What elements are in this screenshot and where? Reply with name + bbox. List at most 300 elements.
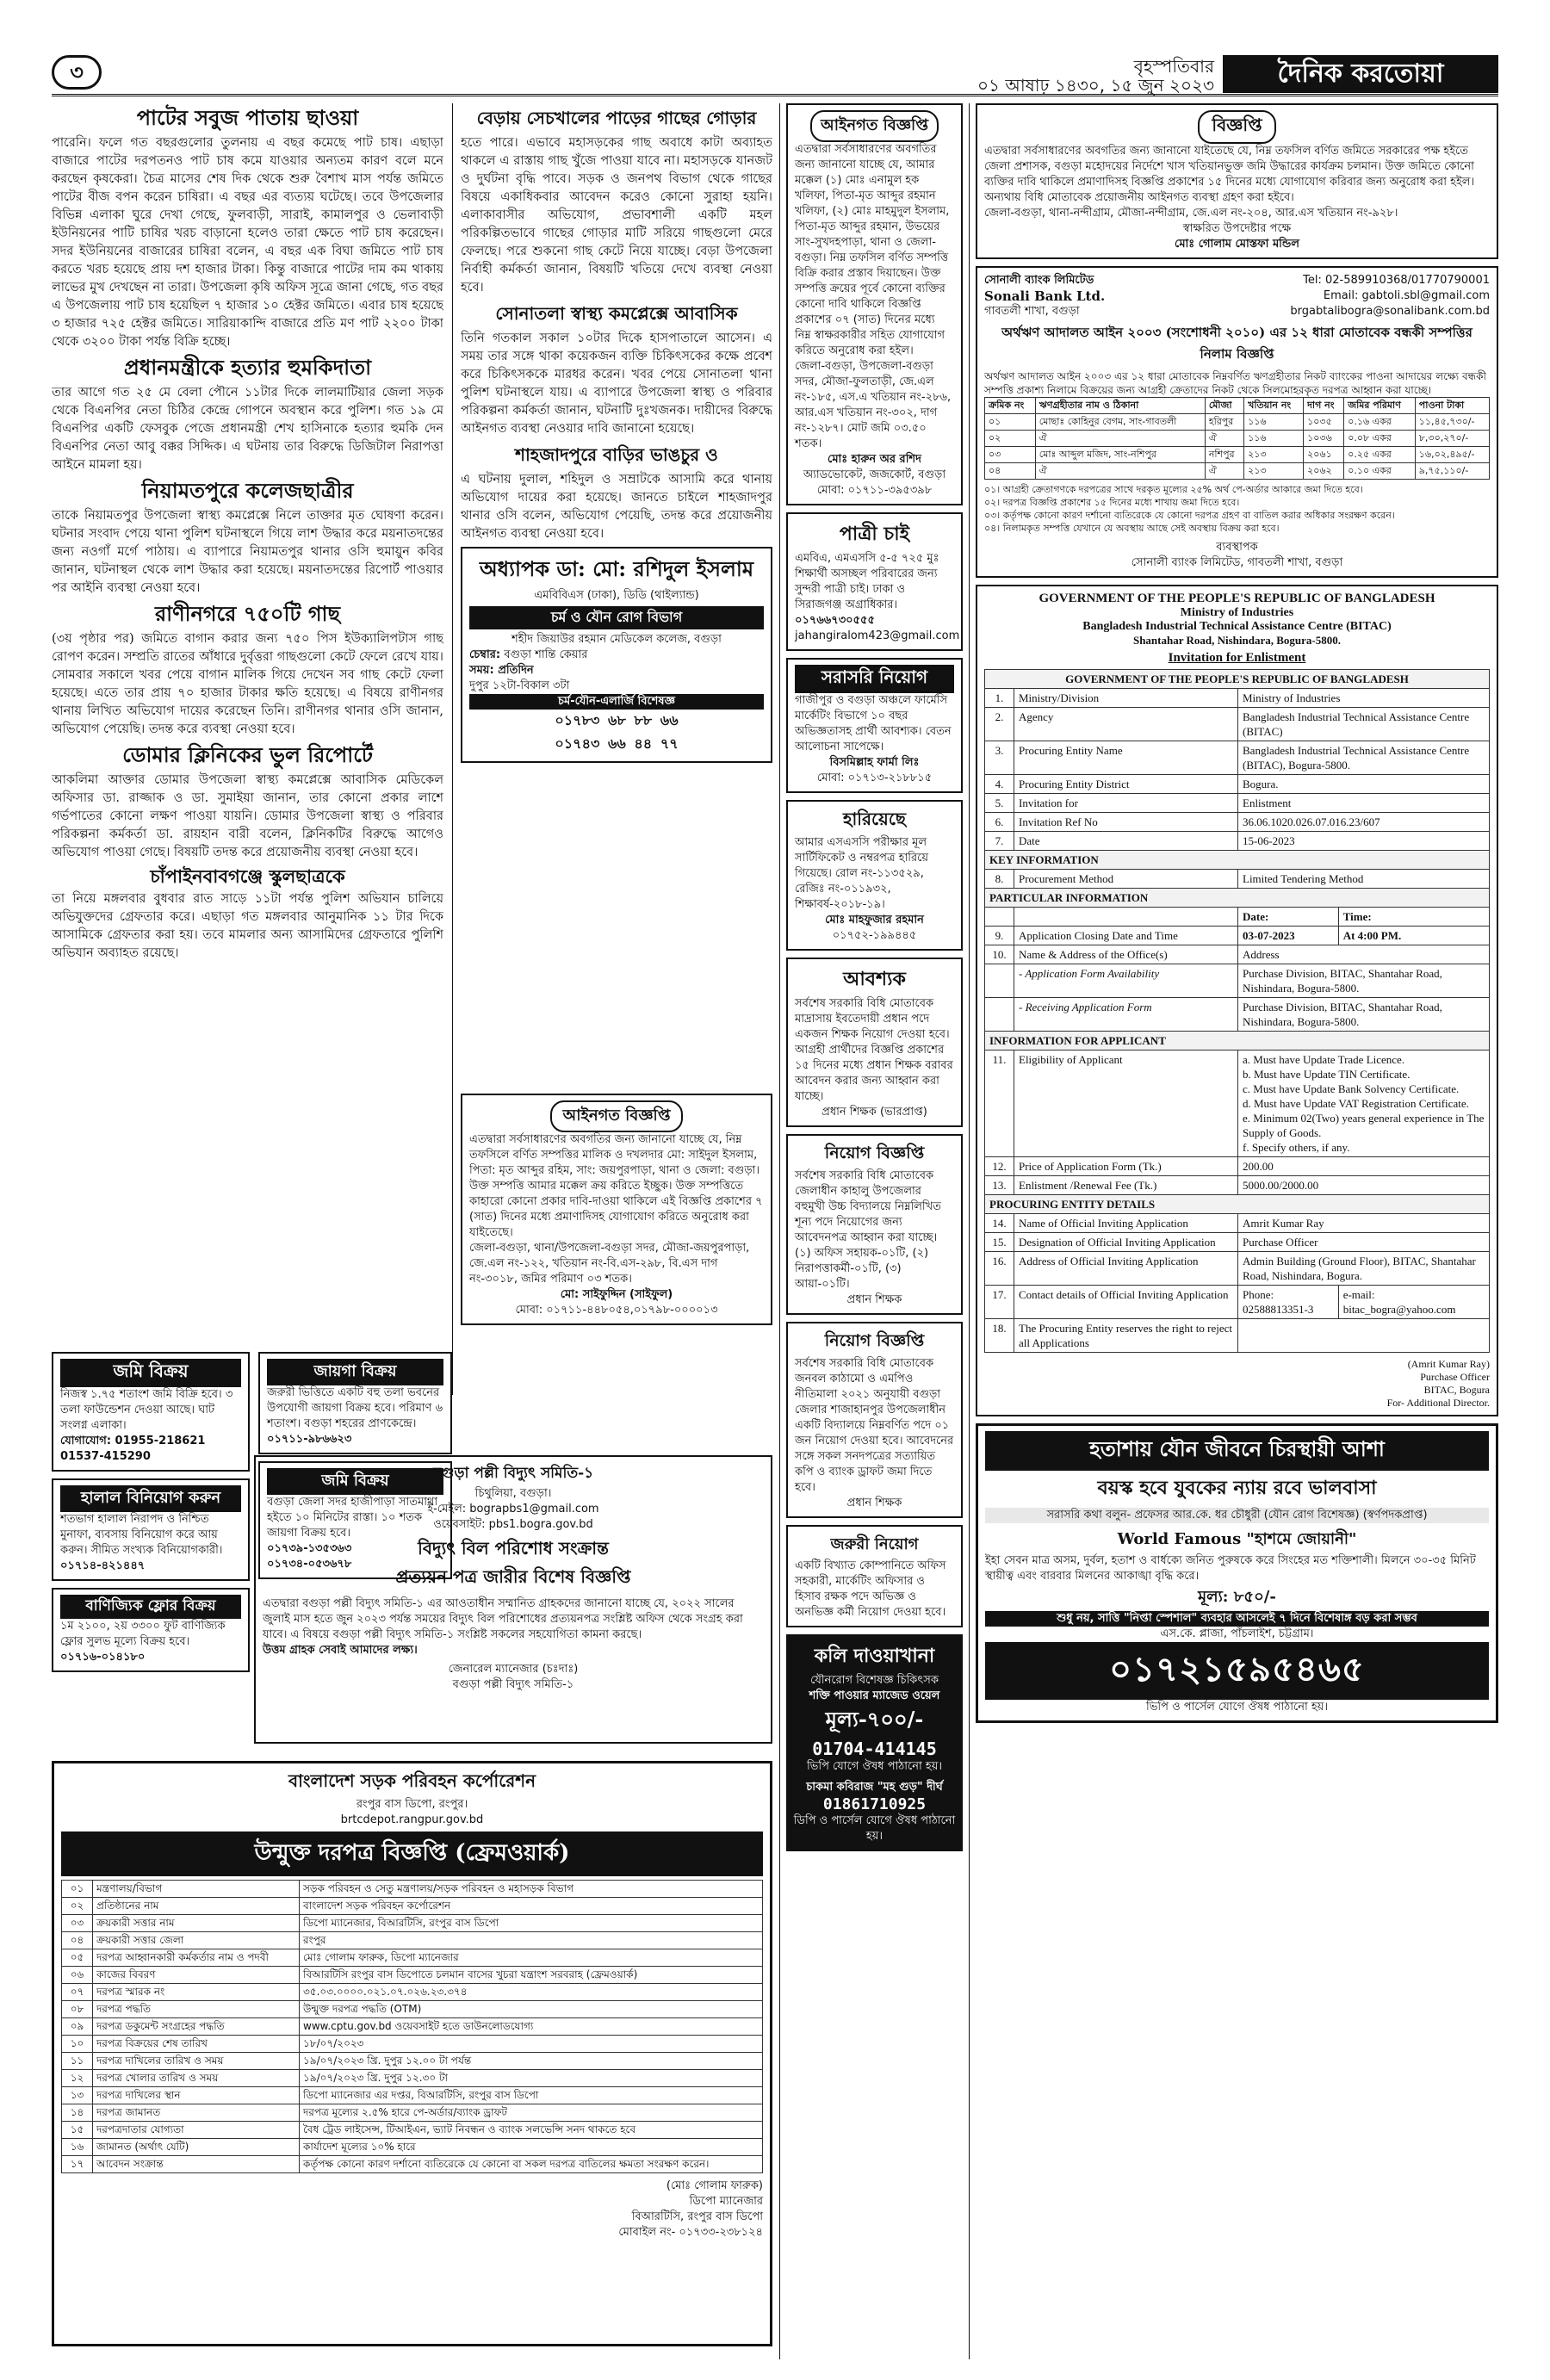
bitac-org: Bangladesh Industrial Technical Assistance Centre (BITAC) (1082, 620, 1392, 633)
left-classifieds (52, 1352, 250, 1757)
bank-table-header-cell: ঋণগ্রহীতার নাম ও ঠিকানা (1035, 398, 1205, 414)
bitac-sl: 9. (985, 927, 1014, 945)
bank-table-cell: ০.১৬ একর (1344, 414, 1416, 431)
bank-email-2[interactable]: brgabtalibogra@sonalibank.com.bd (1290, 305, 1490, 318)
pbs-subtitle: প্রত্যয়ন পত্র জারীর বিশেষ বিজ্ঞপ্তি (395, 1566, 631, 1587)
column-classifieds (786, 103, 963, 2359)
brtc-web[interactable]: brtcdepot.rangpur.gov.bd (340, 1813, 484, 1826)
brtc-value: কার্যাদেশ মূল্যের ১০% হারে (300, 2139, 763, 2156)
brtc-label: দরপত্র দাখিলের তারিখ ও সময় (93, 2053, 300, 2070)
bitac-value: 36.06.1020.026.07.016.23/607 (1238, 813, 1490, 832)
bitac-sl: 13. (985, 1176, 1014, 1195)
land-left-phone[interactable]: ০১৭১১-৯৮৬৬২৩ (267, 1433, 352, 1446)
brtc-value: ১৯/০৭/২০২৩ খ্রি. দুপুর ১২.০০ টা পর্যন্ত (300, 2053, 763, 2070)
bitac-sl: 17. (985, 1286, 1014, 1319)
legal-notice-schedule: জেলা-বগুড়া, উপজেলা-বগুড়া সদর, মৌজা-ফুলতাড়ী, জে.এল নং-১৮৫, এস.এ খতিয়ান নং-২৮৬, আর.এস খতিয়ান নং-৩০২, দাগ নং-১২৮৭। মোট জমি ০৩.৫০ শতক। (795, 360, 952, 450)
bank-table-cell: ৯,৭৫,১১০/- (1415, 463, 1489, 480)
bitac-sl: 4. (985, 775, 1014, 794)
shop-sale-ad (52, 1588, 250, 1672)
bank-table-cell: ১১৬ (1244, 414, 1304, 431)
legal-notice-ad (786, 103, 963, 505)
brtc-sl: ১১ (62, 2053, 93, 2070)
lost-person: মোঃ মাহফুজার রহমান (825, 914, 924, 927)
lost-phone[interactable]: ০১৭৫২-১৯৯৪৪৫ (832, 929, 917, 942)
job-notice-1-body: সর্বশেষ সরকারি বিধি মোতাবেক জেলাধীন কাহালু উপজেলার বহুমুখী উচ্চ বিদ্যালয়ে নিম্নলিখিত শূন্য পদে নিয়োগের জন্য আবেদনপত্র আহ্বান করা যাচ্ছে। (১) অফিস সহায়ক-০১টি, (২) নিরাপত্তাকর্মী-০১টি, (৩) আয়া-০১টি। (795, 1169, 941, 1291)
bitac-value (1238, 1319, 1490, 1353)
pbs-web[interactable]: ওয়েবসাইট: pbs1.bogra.gov.bd (433, 1518, 593, 1531)
bitac-time-label: Time: (1338, 908, 1489, 927)
dawakhana-ad-head: শক্তি পাওয়ার ম্যাজেড ওয়েল (809, 1689, 940, 1702)
bitac-table-row (985, 1157, 1490, 1176)
legal-notice-2-phone[interactable]: মোবা: ০১৭১১-৪৪৮০৫৪,০১৭৯৮-০০০০১৩ (515, 1304, 718, 1317)
notice-ad (976, 103, 1498, 259)
bitac-label: Application Closing Date and Time (1014, 927, 1238, 945)
brtc-sl: ১৭ (62, 2156, 93, 2173)
bride-phone[interactable]: ০১৭৬৬৭৩০৫৫৫ (795, 614, 875, 627)
bitac-value: Enlistment (1238, 794, 1490, 813)
bank-condition-item: ০৪। নিলামকৃত সম্পত্তি যেখানে যে অবস্থায় আছে সেই অবস্থায় বিক্রয় করা হবে। (984, 523, 1280, 534)
big-ad-guarantee: শুধু নয়, সাত্তি "নিপ্তা স্পেশাল" ব্যবহার আসলেই ৭ দিনে বিশেষাঙ্গ বড় করা সম্ভব (985, 1611, 1489, 1627)
bank-table-cell: ০১ (985, 414, 1036, 431)
big-ad-line-1: হতাশায় যৌন জীবনে চিরস্থায়ী আশা (985, 1431, 1489, 1471)
bride-email[interactable]: jahangiralom423@gmail.com (795, 629, 960, 642)
pbs-signatory: জেনারেল ম্যানেজার (চঃদাঃ) (448, 1663, 579, 1676)
direct-job-body: গাজীপুর ও বগুড়া অঞ্চলে ফার্মেসি মার্কেটিং বিভাগে ১০ বছর অভিজ্ঞতাসহ প্রার্থী আবশ্যক। বেতন আলোচনা সাপেক্ষে। (795, 694, 952, 753)
bitac-closing-header (985, 908, 1490, 927)
direct-job-company: বিসমিল্লাহ ফার্মা লিঃ (829, 756, 920, 769)
time-label: সময়: প্রতিদিন (469, 664, 534, 677)
column-news-left (52, 103, 443, 1447)
doctor-service: চর্ম-যৌন-এলার্জি বিশেষজ্ঞ (469, 694, 764, 710)
bitac-label: Address of Official Inviting Application (1014, 1252, 1238, 1286)
bitac-section: INFORMATION FOR APPLICANT (985, 1032, 1490, 1051)
bitac-date-label: Date: (1238, 908, 1339, 927)
column-rule (969, 103, 970, 2359)
brtc-table-row (62, 1881, 763, 1898)
brtc-table-row (62, 2122, 763, 2139)
bank-table-cell: মোঃ আব্দুল মজিদ, সাং-নশিপুর (1035, 447, 1205, 463)
bitac-sig-name: (Amrit Kumar Ray) (1407, 1358, 1490, 1370)
bank-table-cell: ৮,৩০,২৭০/- (1415, 431, 1489, 447)
brtc-table-row (62, 2070, 763, 2087)
bitac-value: e-mail: bitac_bogra@yahoo.com (1338, 1286, 1489, 1319)
urgent-job-body: একটি বিখ্যাত কোম্পানিতে অফিস সহকারী, মার্কেটিং অফিসার ও হিসাব রক্ষক পদে অভিজ্ঞ ও অনভিজ্ঞ কর্মী নিয়োগ দেওয়া হবে। (795, 1559, 946, 1619)
bank-branch: গাবতলী শাখা, বগুড়া (984, 305, 1080, 318)
pbs-email[interactable]: ই-মেইল: bograpbs1@gmail.com (427, 1503, 599, 1515)
bank-table-cell: ০.১০ একর (1344, 463, 1416, 480)
bank-condition-item: ০১। আগ্রহী ক্রেতাগণকে দরপত্রের সাথে দরকৃত মূল্যের ২৫% অর্থ পে-অর্ডার আকারে জমা দিতে হবে। (984, 484, 1363, 495)
dawakhana-subtitle: যৌনরোগ বিশেষজ্ঞ চিকিৎসক (810, 1674, 939, 1687)
page-number: ৩ (52, 55, 102, 90)
bank-table-cell: ০৪ (985, 463, 1036, 480)
brtc-sl: ১৪ (62, 2104, 93, 2122)
bitac-label: The Procuring Entity reserves the right to reject all Applications (1014, 1319, 1238, 1353)
brtc-label: দরপত্র আহ্বানকারী কর্মকর্তার নাম ও পদবী (93, 1949, 300, 1967)
bitac-label: Invitation Ref No (1014, 813, 1238, 832)
brtc-table (61, 1880, 763, 2173)
bank-table-cell: ঐ (1205, 463, 1243, 480)
bitac-sl: 18. (985, 1319, 1014, 1353)
wanted-title: আবশ্যক (843, 968, 906, 990)
bitac-eligibility-item: b. Must have Update TIN Certificate. (1243, 1068, 1410, 1081)
column-rule (452, 103, 453, 1395)
bank-table-cell: ১০৩৫ (1304, 414, 1344, 431)
bank-table-row (985, 447, 1490, 463)
bitac-sl: 11. (985, 1051, 1014, 1157)
bitac-table-row (985, 708, 1490, 741)
bitac-label: - Receiving Application Form (1014, 998, 1238, 1032)
bitac-table-row (985, 945, 1490, 964)
halal-title: হালাল বিনিয়োগ করুন (60, 1485, 241, 1512)
chamber-label: চেম্বার: (469, 648, 501, 661)
bank-table-cell: ০.২৫ একর (1344, 447, 1416, 463)
brtc-sl: ০২ (62, 1898, 93, 1915)
dawakhana-ad (786, 1634, 963, 1851)
bitac-table-row (985, 1176, 1490, 1195)
brtc-table-row (62, 1898, 763, 1915)
headline-shahzadpur: শাহজাদপুরে বাড়ির ভাঙচুর ও (515, 444, 718, 465)
shop-body: ১ম ২১০০, ২য় ৩৩০০ ফুট বাণিজ্যিক ফ্লোর সুলভ মূল্যে বিক্রয় হবে। (60, 1620, 226, 1648)
bank-table-row (985, 463, 1490, 480)
pbs-box (254, 1455, 772, 1744)
bitac-sig-role-2: BITAC, Bogura (1423, 1384, 1490, 1396)
headline-trees: রাণীনগরে ৭৫০টি গাছ (154, 601, 341, 626)
land-right-body: বগুড়া জেলা সদর হাজীপাড়া সাতমাথা হইতে ১০ মিনিটের রাস্তা। ১০ শতক জায়গা বিক্রয় হবে। (267, 1496, 438, 1540)
bitac-section-row (985, 1032, 1490, 1051)
bitac-table-row (985, 775, 1490, 794)
brtc-role: ডিপো ম্যানেজার (689, 2195, 763, 2208)
bitac-label: Contact details of Official Inviting Application (1014, 1286, 1238, 1319)
brtc-label: দরপত্র খোলার তারিখ ও সময় (93, 2070, 300, 2087)
bitac-table-row (985, 870, 1490, 889)
bitac-sl: 6. (985, 813, 1014, 832)
bank-table-cell: ঐ (1035, 431, 1205, 447)
brtc-sl: ১৬ (62, 2139, 93, 2156)
lost-body: আমার এসএসসি পরীক্ষার মূল সার্টিফিকেট ও নম্বরপত্র হারিয়ে গিয়েছে। রোল নং-১১৩৫২৯, রেজিঃ নং-০১১৯৩২, শিক্ষাবর্ষ-২০১৮-১৯। (795, 836, 929, 911)
brtc-value: ১৮/০৭/২০২৩ (300, 2036, 763, 2053)
brtc-table-row (62, 1915, 763, 1932)
pbs-org: বগুড়া পল্লী বিদ্যুৎ সমিতি-১ (432, 1465, 594, 1482)
brtc-table-row (62, 1967, 763, 1984)
bitac-eligibility-list (1238, 1051, 1490, 1157)
big-health-ad (976, 1423, 1498, 1723)
brtc-phone[interactable]: মোবাইল নং- ০১৭৩৩-২৩৮১২৪ (618, 2226, 763, 2239)
bank-table-cell: মোছাঃ কোহিনুর বেগম, সাং-গাবতলী (1035, 414, 1205, 431)
bitac-value: Limited Tendering Method (1238, 870, 1490, 889)
bitac-sl (985, 998, 1014, 1032)
headline-betel: বেড়ায় সেচখালের পাড়ের গাছের গোড়ার (476, 108, 757, 128)
bitac-sl: 5. (985, 794, 1014, 813)
brtc-value: www.cptu.gov.bd ওয়েবসাইট হতে ডাউনলোডযোগ্য (300, 2018, 763, 2036)
doctor-time: দুপুর ১২টা-বিকাল ৩টা (469, 679, 570, 692)
bank-table-cell: ০.০৮ একর (1344, 431, 1416, 447)
job-notice-1 (786, 1134, 963, 1315)
big-ad-phone[interactable]: ০১৭২১৫৯৫৪৬৫ (985, 1642, 1489, 1700)
land-right-phone-1[interactable]: ০১৭৩৯-১৩৫৩৬৩ (267, 1542, 352, 1555)
bitac-gov: GOVERNMENT OF THE PEOPLE'S REPUBLIC OF BANGLADESH (1038, 592, 1435, 605)
lost-ad (786, 800, 963, 951)
bitac-closing-time: At 4:00 PM. (1338, 927, 1489, 945)
brtc-label: দরপত্র ডকুমেন্ট সংগ্রহের পদ্ধতি (93, 2018, 300, 2036)
bank-table-cell: ০২ (985, 431, 1036, 447)
brtc-label: দরপত্র স্মারক নং (93, 1984, 300, 2001)
bank-table-header-cell: দাগ নং (1304, 398, 1344, 414)
dawakhana-second-note: ডিপি ও পার্সেল যোগে ঔষধ পাঠানো হয়। (793, 1814, 956, 1843)
land-sale-title: জমি বিক্রয় (60, 1359, 241, 1387)
bank-table-cell: হরিপুর (1205, 414, 1243, 431)
brtc-label: কাজের বিবরণ (93, 1967, 300, 1984)
bitac-sl (985, 908, 1014, 927)
bitac-value: Purchase Officer (1238, 1233, 1490, 1252)
dawakhana-note: ভিপি যোগে ঔষধ পাঠানো হয়। (806, 1760, 943, 1773)
notice-body: এতদ্বারা সর্বসাধারণের অবগতির জন্য জানানো যাইতেছে যে, নিম্ন তফসিল বর্ণিত জমিতে সরকারের পক্ষ হইতে জেলা প্রশাসক, বগুড়া মহোদয়ের নির্দেশে খাস খতিয়ানভুক্ত জমি উদ্ধারের কার্যক্রম চলমান। উক্ত জমিতে কোনো ব্যক্তির দাবি থাকিলে প্রমাণাদিসহ বিজ্ঞপ্তি প্রকাশের ১৫ দিনের মধ্যে যোগাযোগ করিবার জন্য অনুরোধ করা হইল। অন্যথায় বিধি মোতাবেক প্রয়োজনীয় আইনগত ব্যবস্থা গ্রহণ করা হইবে। (984, 145, 1475, 204)
brtc-label: দরপত্র পদ্ধতি (93, 2001, 300, 2018)
legal-notice-2-ad (461, 1094, 772, 1395)
bitac-label: Ministry/Division (1014, 689, 1238, 708)
bitac-sl: 8. (985, 870, 1014, 889)
doctor-name: অধ্যাপক ডা: মো: রশিদুল ইসলাম (479, 556, 754, 581)
bank-conditions (984, 483, 1490, 535)
brtc-title: উন্মুক্ত দরপত্র বিজ্ঞপ্তি (ফ্রেমওয়ার্ক) (61, 1831, 763, 1876)
article-clinic: আকলিমা আক্তার ডোমার উপজেলা স্বাস্থ্য কমপ্লেক্সে আবাসিক মেডিকেল অফিসার ডা. রাজ্জাক ও ডা. সুমাইয়া জানান, তার কোনো প্রকার লাশে গর্ভপাতের কোনো লক্ষণ পাওয়া যায়নি। ডোমার উপজেলা স্বাস্থ্য ও পরিবার পরিকল্পনা কর্মকর্তা ডা. রায়হান বারী বলেন, ক্লিনিকটির বিরুদ্ধে আগেও অভিযোগ পাওয়া গেছে। বিষয়টি তদন্ত করে প্রয়োজনীয় ব্যবস্থা নেওয়া হবে। (52, 773, 443, 859)
bank-tel[interactable]: Tel: 02-589910368/01770790001 (1303, 274, 1490, 287)
brtc-value: ডিপো ম্যানেজার, বিআরটিসি, রংপুর বাস ডিপো (300, 1915, 763, 1932)
bank-table-header-cell: জমির পরিমাণ (1344, 398, 1416, 414)
article-trees: (৩য় পৃষ্ঠার পর) জমিতে বাগান করার জন্য ৭৫০ পিস ইউক্যালিপটাস গাছ রোপণ করেন। সম্প্রতি রাতের আঁধারে দুর্বৃত্তরা গাছগুলো কেটে ফেলে রেখে যায়। সোমবার সকালে খবর পেয়ে বাগান মালিক গিয়ে দেখেন সব গাছ কেটে ফেলা হয়েছে। এতে তার প্রায় ৭০ হাজার টাকার ক্ষতি হয়েছে। এ বিষয়ে রাণীনগর থানায় লিখিত অভিযোগ দায়ের করেছেন তিনি। রাণীনগর থানার ওসি জানান, অভিযোগ পেয়েছি। তদন্ত করে ব্যবস্থা নেওয়া হবে। (52, 632, 443, 736)
job-notice-2-signatory: প্রধান শিক্ষক (846, 1497, 902, 1509)
brtc-label: মন্ত্রণালয়/বিভাগ (93, 1881, 300, 1898)
brtc-value: বিআরটিসি রংপুর বাস ডিপোতে চলমান বাসের খুচরা যন্ত্রাংশ সরবরাহ (ফ্রেমওয়ার্ক) (300, 1967, 763, 1984)
big-ad-price: মূল্য: ৮৫০/- (1198, 1588, 1276, 1606)
bank-contact (1290, 273, 1490, 319)
bank-intro: অর্থঋণ আদালত আইন ২০০৩ এর ১২ ধারা মোতাবেক নিম্নবর্ণিত ঋণগ্রহীতার নিকট ব্যাংকের পাওনা আদায়ের লক্ষ্যে বন্ধকী সম্পত্তি প্রকাশ্য নিলামে বিক্রয়ের জন্য আগ্রহী ক্রেতাদের নিকট থেকে সিলমোহরকৃত দরপত্র আহ্বান করা যাচ্ছে। (984, 370, 1486, 396)
bride-ad (786, 512, 963, 651)
dawakhana-price: মূল্য-৭০০/- (825, 1707, 924, 1732)
bank-table-cell: ২০৬১ (1304, 447, 1344, 463)
brtc-value: রংপুর (300, 1932, 763, 1949)
bitac-address: Shantahar Road, Nishindara, Bogura-5800. (1132, 634, 1342, 647)
bitac-label: Date (1014, 832, 1238, 851)
brtc-table-row (62, 2018, 763, 2036)
brtc-table-row (62, 2104, 763, 2122)
lost-title: হারিয়েছে (842, 809, 906, 829)
bitac-value: Admin Building (Ground Floor), BITAC, Shantahar Road, Nishindara, Bogura. (1238, 1252, 1490, 1286)
halal-phone[interactable]: ০১৭১৪-৪২১৪৪৭ (60, 1559, 146, 1572)
headline-hospital: সোনাতলা স্বাস্থ্য কমপ্লেক্সে আবাসিক (495, 303, 738, 324)
notice-title: বিজ্ঞপ্তি (1198, 110, 1275, 144)
brtc-sl: ০৮ (62, 2001, 93, 2018)
brtc-table-row (62, 1932, 763, 1949)
brtc-value: দরপত্র মূল্যের ২.৫% হারে পে-অর্ডার/ব্যাংক ড্রাফট (300, 2104, 763, 2122)
bitac-detail-row (985, 1319, 1490, 1353)
bitac-sl: 14. (985, 1214, 1014, 1233)
bank-condition-item: ০২। দরপত্র বিজ্ঞপ্তি প্রকাশের ১৫ দিনের মধ্যে শাখায় জমা দিতে হবে। (984, 497, 1240, 508)
bitac-sl: 1. (985, 689, 1014, 708)
doctor-dept: চর্ম ও যৌন রোগ বিভাগ (469, 606, 764, 629)
bitac-signature (984, 1358, 1490, 1410)
brtc-value: মোঃ গোলাম ফারুক, ডিপো ম্যানেজার (300, 1949, 763, 1967)
bitac-label: Name & Address of the Office(s) (1014, 945, 1238, 964)
brtc-table-row (62, 1984, 763, 2001)
land-sale-phone-2[interactable]: 01537-415290 (60, 1450, 151, 1463)
bitac-sl: 16. (985, 1252, 1014, 1286)
land-right-phone-2[interactable]: ০১৭৩৪-০৫৩৬৭৮ (267, 1558, 352, 1571)
bitac-section: PARTICULAR INFORMATION (985, 889, 1490, 908)
direct-job-phone[interactable]: মোবা: ০১৭১৩-২১৮৮১৫ (816, 772, 933, 784)
brtc-sl: ১০ (62, 2036, 93, 2053)
bank-auction-table (984, 397, 1490, 480)
bride-title: পাত্রী চাই (839, 523, 910, 545)
article-chapai: তা নিয়ে মঙ্গলবার বুধবার রাত সাড়ে ১১টা পর্যন্ত পুলিশ অভিযান চালিয়ে অভিযুক্তদের গ্রেফতার করে। এছাড়া গত মঙ্গলবার আনুমানিক ১১ টার দিকে আসামিকে গ্রেফতার করা হয়। তবে মামলার অন্য আসামিদের গ্রেফতারে পুলিশি অভিযান অব্যাহত রয়েছে। (52, 892, 443, 960)
brtc-sl: ১৩ (62, 2087, 93, 2104)
notice-role: স্বাক্ষরিত উপদেষ্টার পক্ষে (1182, 222, 1292, 235)
column-notices-right (976, 103, 1498, 2359)
bank-table-cell: নশিপুর (1205, 447, 1243, 463)
sonali-bank-ad (976, 266, 1498, 578)
doctor-ad (461, 547, 772, 763)
halal-invest-ad (52, 1478, 250, 1581)
brtc-label: দরপত্র বিক্রয়ের শেষ তারিখ (93, 2036, 300, 2053)
bitac-value: Amrit Kumar Ray (1238, 1214, 1490, 1233)
brtc-sl: ০১ (62, 1881, 93, 1898)
legal-notice-role: অ্যাডভোকেট, জজকোর্ট, বগুড়া (803, 468, 946, 481)
urgent-job-ad (786, 1525, 963, 1627)
bitac-table-row (985, 741, 1490, 775)
bitac-eligibility-item: d. Must have Update VAT Registration Certificate. (1243, 1097, 1469, 1110)
article-betel: হতে পারে। এভাবে মহাসড়কের গাছ অবাধে কাটা অব্যাহত থাকলে এ রাস্তায় গাছ খুঁজে পাওয়া যাবে না। মহাসড়কে যানজট ও দুর্ঘটনা বৃদ্ধি পাবে। সড়ক ও জনপথ বিভাগ থেকে গাছের বিষয়ে একাধিকবার আবেদন করেও কোনো সুরাহা হয়নি। এলাকাবাসীর অভিযোগ, প্রভাবশালী একটি মহল পরিকল্পিতভাবে গাছের গোড়ার মাটি সরিয়ে গাছগুলো মেরে ফেলছে। পরে শুকনো গাছ কেটে নিয়ে যাচ্ছে। বেড়া উপজেলা নির্বাহী কর্মকর্তা জানান, বিষয়টি খতিয়ে দেখে ব্যবস্থা নেওয়া হবে। (461, 136, 772, 294)
brtc-value: কর্তৃপক্ষ কোনো কারণ দর্শানো ব্যতিরেকে যে কোনো বা সকল দরপত্র বাতিলের ক্ষমতা সংরক্ষণ করেন। (300, 2156, 763, 2173)
article-pm-threat: তার আগে গত ২৫ মে বেলা পৌনে ১১টার দিকে লালমাটিয়ার জেলা সড়ক থেকে বিএনপির নেতা চিঠির কেন্দ্রে গোপনে অবস্থান করে পুলিশ। গত ১৯ মে বিএনপির একটি ফেসবুক পেজে প্রধানমন্ত্রী শেখ হাসিনাকে হত্যার হুমকি দেন বিএনপির নেতা আবু বক্কর সিদ্দিক। এ ঘটনায় তার বিরুদ্ধে ডিজিটাল নিরাপত্তা আইনে মামলা হয়। (52, 386, 443, 472)
brtc-label: আবেদন সংক্রান্ত (93, 2156, 300, 2173)
brtc-label: ক্রয়কারী সত্তার জেলা (93, 1932, 300, 1949)
article-hospital: তিনি গতকাল সকাল ১০টার দিকে হাসপাতালে আসেন। এ সময় তার সঙ্গে থাকা কয়েকজন ব্যক্তি চিকিৎসকের কক্ষে প্রবেশ করে চিকিৎসককে মারধর করেন। খবর পেয়ে সোনাতলা থানা পুলিশ ঘটনাস্থলে যায়। এ ব্যাপারে উপজেলা স্বাস্থ্য ও পরিবার পরিকল্পনা কর্মকর্তা জানান, ঘটনাটি দুঃখজনক। দায়ীদের বিরুদ্ধে আইনগত ব্যবস্থা নেওয়ার দাবি জানানো হয়েছে। (461, 332, 772, 436)
job-notice-2-title: নিয়োগ বিজ্ঞপ্তি (824, 1331, 925, 1350)
dawakhana-phone[interactable]: 01704-414145 (812, 1739, 937, 1759)
bitac-eligibility-item: f. Specify others, if any. (1243, 1141, 1350, 1154)
bank-table-cell: ০৩ (985, 447, 1036, 463)
bitac-sig-role-1: Purchase Officer (1420, 1371, 1490, 1383)
bank-email[interactable]: Email: gabtoli.sbl@gmail.com (1323, 289, 1490, 302)
bitac-detail-row (985, 1233, 1490, 1252)
brtc-label: প্রতিষ্ঠানের নাম (93, 1898, 300, 1915)
wanted-signatory: প্রধান শিক্ষক (ভারপ্রাপ্ত) (822, 1106, 927, 1119)
bitac-sl: 15. (985, 1233, 1014, 1252)
dawakhana-second-phone[interactable]: 01861710925 (822, 1795, 927, 1813)
dawakhana-second-head: চাকমা কবিরাজ "মহ গুড়" দীর্ঘ (806, 1781, 943, 1794)
article-shahzadpur: এ ঘটনায় দুলাল, শহিদুল ও সম্রাটকে আসামি করে থানায় অভিযোগ দায়ের করা হয়েছে। জানতে চাইলে শাহজাদপুর থানার ওসি বলেন, অভিযোগ পেয়েছি, তদন্ত করে প্রয়োজনীয় আইনগত ব্যবস্থা নেওয়া হবে। (461, 473, 772, 541)
legal-notice-2-title: আইনগত বিজ্ঞপ্তি (550, 1100, 682, 1132)
bitac-value: Purchase Division, BITAC, Shantahar Road, Nishindara, Bogura-5800. (1238, 998, 1490, 1032)
bitac-value: 200.00 (1238, 1157, 1490, 1176)
shop-phone[interactable]: ০১৭১৬-০১৪১৮০ (60, 1651, 146, 1664)
urgent-job-title: জরুরী নিয়োগ (830, 1535, 919, 1553)
bitac-closing-date: 03-07-2023 (1238, 927, 1339, 945)
date: ০১ আষাঢ় ১৪৩০, ১৫ জুন ২০২৩ (977, 75, 1214, 96)
wanted-body: সর্বশেষ সরকারি বিধি মোতাবেক মাদ্রাসায় ইবতেদায়ী প্রধান পদে একজন শিক্ষক নিয়োগ দেওয়া হবে। আগ্রহী প্রার্থীদের বিজ্ঞপ্তি প্রকাশের ১৫ দিনের মধ্যে প্রধান শিক্ষক বরাবর আবেদন করার জন্য আহ্বান করা যাচ্ছে। (795, 997, 953, 1103)
brtc-sl: ০৫ (62, 1949, 93, 1967)
bitac-label: Designation of Official Inviting Application (1014, 1233, 1238, 1252)
bitac-section-row (985, 851, 1490, 870)
headline-jute: পাটের সবুজ পাতায় ছাওয়া (136, 105, 359, 130)
bitac-office-row (985, 998, 1490, 1032)
pbs-signatory-2: বগুড়া পল্লী বিদ্যুৎ সমিতি-১ (452, 1678, 574, 1691)
bank-signatory-2: সোনালী ব্যাংক লিমিটেড, গাবতলী শাখা, বগুড়া (1131, 556, 1343, 569)
bank-table-header-cell: মৌজা (1205, 398, 1243, 414)
brtc-signature (61, 2179, 763, 2241)
wanted-ad (786, 958, 963, 1127)
bitac-sl: 10. (985, 945, 1014, 964)
bitac-value: Bangladesh Industrial Technical Assistance Centre (BITAC), Bogura-5800. (1238, 741, 1490, 775)
article-college-student: তাকে নিয়ামতপুর উপজেলা স্বাস্থ্য কমপ্লেক্সে নিলে তাক্তার মৃত ঘোষণা করেন। ঘটনার সংবাদ পেয়ে থানা পুলিশ ঘটনাস্থলে গিয়ে লাশ উদ্ধার করে ময়নাতদন্তের জন্য নওগাঁ মর্গে পাঠায়। এ ব্যাপারে নিয়ামতপুর থানার ওসি হুমায়ুন কবির জানান, ঘটনাস্থল থেকে লাশ উদ্ধার করা হয়েছে। ময়নাতদন্তের রিপোর্ট পাওয়ার পর আইনি ব্যবস্থা নেওয়া হবে। (52, 509, 443, 595)
bank-table-row (985, 414, 1490, 431)
job-notice-2 (786, 1322, 963, 1518)
brtc-table-row (62, 2139, 763, 2156)
brtc-sl: ০৪ (62, 1932, 93, 1949)
brtc-label: দরপত্রদাতার যোগ্যতা (93, 2122, 300, 2139)
brtc-table-row (62, 2087, 763, 2104)
brtc-sl: ০৭ (62, 1984, 93, 2001)
doctor-phone-2[interactable]: ০১৭৪৩ ৬৬ ৪৪ ৭৭ (555, 735, 679, 752)
bank-table-header-cell: পাওনা টাকা (1415, 398, 1489, 414)
notice-signatory: মোঃ গোলাম মোস্তফা মন্ডিল (1175, 238, 1299, 251)
legal-notice-2-box (461, 1094, 772, 1325)
bitac-label: Invitation for (1014, 794, 1238, 813)
brtc-value: ডিপো ম্যানেজার এর দপ্তর, বিআরটিসি, রংপুর বাস ডিপো (300, 2087, 763, 2104)
pbs-slogan: উত্তম গ্রাহক সেবাই আমাদের লক্ষ্য। (263, 1644, 418, 1657)
bank-table-row (985, 431, 1490, 447)
headline-college-student: নিয়ামতপুরে কলেজছাত্রীর (141, 478, 354, 503)
brtc-sl: ০৩ (62, 1915, 93, 1932)
direct-job-title: সরাসরি নিয়োগ (795, 665, 954, 693)
pbs-addr: চিথুলিয়া, বগুড়া। (474, 1487, 552, 1500)
bitac-section: PROCURING ENTITY DETAILS (985, 1195, 1490, 1214)
doctor-phone-1[interactable]: ০১৭৮৩ ৬৮ ৮৮ ৬৬ (555, 712, 679, 728)
brtc-label: ক্রয়কারী সত্তার নাম (93, 1915, 300, 1932)
bitac-detail-row (985, 1252, 1490, 1286)
bitac-eligibility-item: e. Minimum 02(Two) years general experience in The Supply of Goods. (1243, 1112, 1485, 1139)
legal-notice-phone[interactable]: মোবা: ০১৭১১-৩৯৫৩৯৮ (816, 484, 933, 497)
land-sale-phone-1[interactable]: যোগাযোগ: 01955-218621 (60, 1435, 206, 1447)
land-left-title: জায়গা বিক্রয় (267, 1359, 443, 1385)
bitac-title: Invitation for Enlistment (1168, 651, 1306, 665)
brtc-table-row (62, 2036, 763, 2053)
land-left-body: জরুরী ভিত্তিতে একটি বহু তলা ভবনের উপযোগী জায়গা বিক্রয় হবে। পরিমাণ ৬ শতাংশ। বগুড়া শহরের প্রাণকেন্দ্রে। (267, 1386, 443, 1430)
bank-table-header (985, 398, 1490, 414)
bitac-label: Agency (1014, 708, 1238, 741)
brtc-addr: রংপুর বাস ডিপো, রংপুর। (356, 1798, 468, 1811)
legal-notice-signatory: মোঃ হারুন অর রশিদ (828, 453, 921, 466)
bank-table-cell: ১৬,০২,৪৯৫/- (1415, 447, 1489, 463)
brtc-sl: ০৬ (62, 1967, 93, 1984)
pbs-title: বিদ্যুৎ বিল পরিশোধ সংক্রান্ত (418, 1538, 609, 1559)
land-sale-ad (52, 1352, 250, 1472)
bank-name-block (984, 273, 1105, 319)
bitac-label: Enlistment /Renewal Fee (Tk.) (1014, 1176, 1238, 1195)
column-rule (779, 103, 780, 2359)
bitac-table-title-cell: GOVERNMENT OF THE PEOPLE'S REPUBLIC OF BANGLADESH (985, 670, 1490, 689)
job-notice-2-body: সর্বশেষ সরকারি বিধি মোতাবেক জনবল কাঠামো ও এমপিও নীতিমালা ২০২১ অনুযায়ী বগুড়া জেলার শাজাহানপুর উপজেলাধীন একটি বিদ্যালয়ে নিম্নবর্ণিত পদে ০১ জন নিয়োগ দেওয়া হবে। আবেদনের সঙ্গে সকল সনদপত্রের সত্যায়িত কপি ও ব্যাংক ড্রাফট জমা দিতে হবে। (795, 1357, 954, 1494)
bank-table-cell: ২১৩ (1244, 447, 1304, 463)
land-sale-body: নিজস্ব ১.৭৫ শতাংশ জমি বিক্রি হবে। ৩ তলা ফাউন্ডেশন দেওয়া আছে। ঘাট সংলগ্ন এলাকা। (60, 1388, 233, 1432)
legal-notice-2-schedule: জেলা-বগুড়া, থানা/উপজেলা-বগুড়া সদর, মৌজা-জয়পুরপাড়া, জে.এল নং-১২২, খতিয়ান নং-বি.এস-২৯৮, বি.এস দাগ নং-৩০১৮, জমির পরিমাণ ০৩ শতক। (469, 1242, 750, 1286)
land-sale-left-ad (258, 1352, 452, 1454)
day: বৃহস্পতিবার (1133, 56, 1214, 77)
bitac-value: Address (1238, 945, 1490, 964)
halal-body: শতভাগ হালাল নিরাপদ ও নিশ্চিত মুনাফা, ব্যবসায় বিনিয়োগ করে আয় করুন। সীমিত সংখ্যক বিনিয়োগকারী। (60, 1513, 223, 1557)
big-ad-line-3: সরাসরি কথা বলুন- প্রফেসর আর.কে. ধর চৌধুরী (যৌন রোগ বিশেষজ্ঞ) (স্বর্ণপদকপ্রাপ্ত) (985, 1508, 1489, 1523)
pbs-ad (254, 1455, 772, 1752)
bitac-value: Bangladesh Industrial Technical Assistance Centre (BITAC) (1238, 708, 1490, 741)
